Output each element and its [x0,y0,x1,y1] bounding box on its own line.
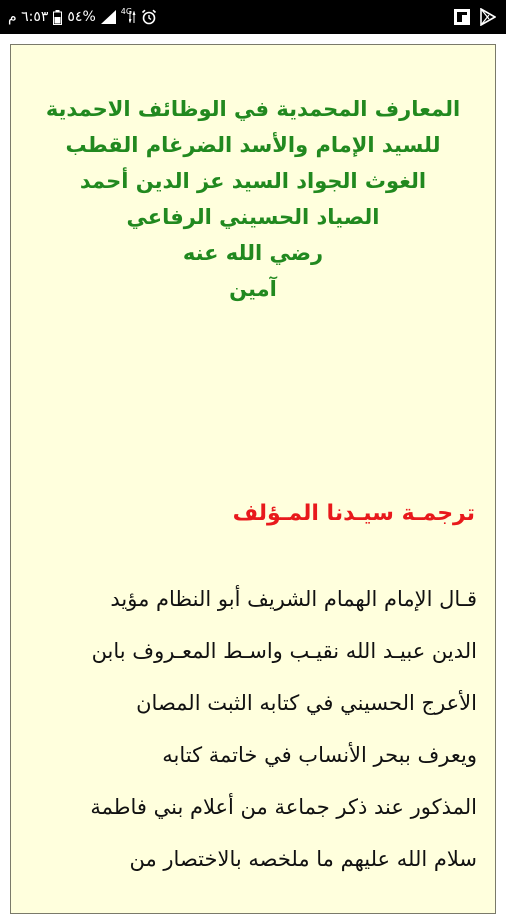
body-line: سلام الله عليهم ما ملخصه بالاختصار من [129,847,477,871]
title-line: رضي الله عنه [182,241,324,265]
status-right [454,8,496,26]
clock-text: ٦:٥٣ م [8,9,49,25]
body-line: الدين عبيـد الله نقيـب واسـط المعـروف بابن [91,639,477,663]
title-line: الغوث الجواد السيد عز الدين أحمد [79,169,427,193]
play-store-icon [480,8,496,26]
title-line: المعارف المحمدية في الوظائف الاحمدية [45,97,461,121]
book-page[interactable] [10,44,496,914]
flipboard-icon [454,9,470,25]
network-4g-icon: 4G [121,11,136,23]
body-line: المذكور عند ذكر جماعة من أعلام بني فاطمة [90,795,477,819]
body-line: ويعرف ببحر الأنساب في خاتمة كتابه [162,743,477,767]
alarm-icon [141,9,157,25]
body-line: الأعرج الحسيني في كتابه الثبت المصان [136,691,477,715]
body-line: قـال الإمام الهمام الشريف أبو النظام مؤيد [110,587,477,611]
signal-icon [101,10,116,24]
book-title [31,91,475,307]
title-line: للسيد الإمام والأسد الضرغام القطب [65,133,441,157]
status-bar [0,0,506,34]
title-line: آمين [229,277,277,301]
battery-icon [53,10,62,25]
status-left [8,9,157,25]
section-heading: ترجمـة سيـدنا المـؤلف [232,501,475,526]
battery-percent: %٥٤ [67,9,96,25]
body-text [29,573,477,885]
title-container [31,91,475,307]
title-line: الصياد الحسيني الرفاعي [126,205,380,229]
